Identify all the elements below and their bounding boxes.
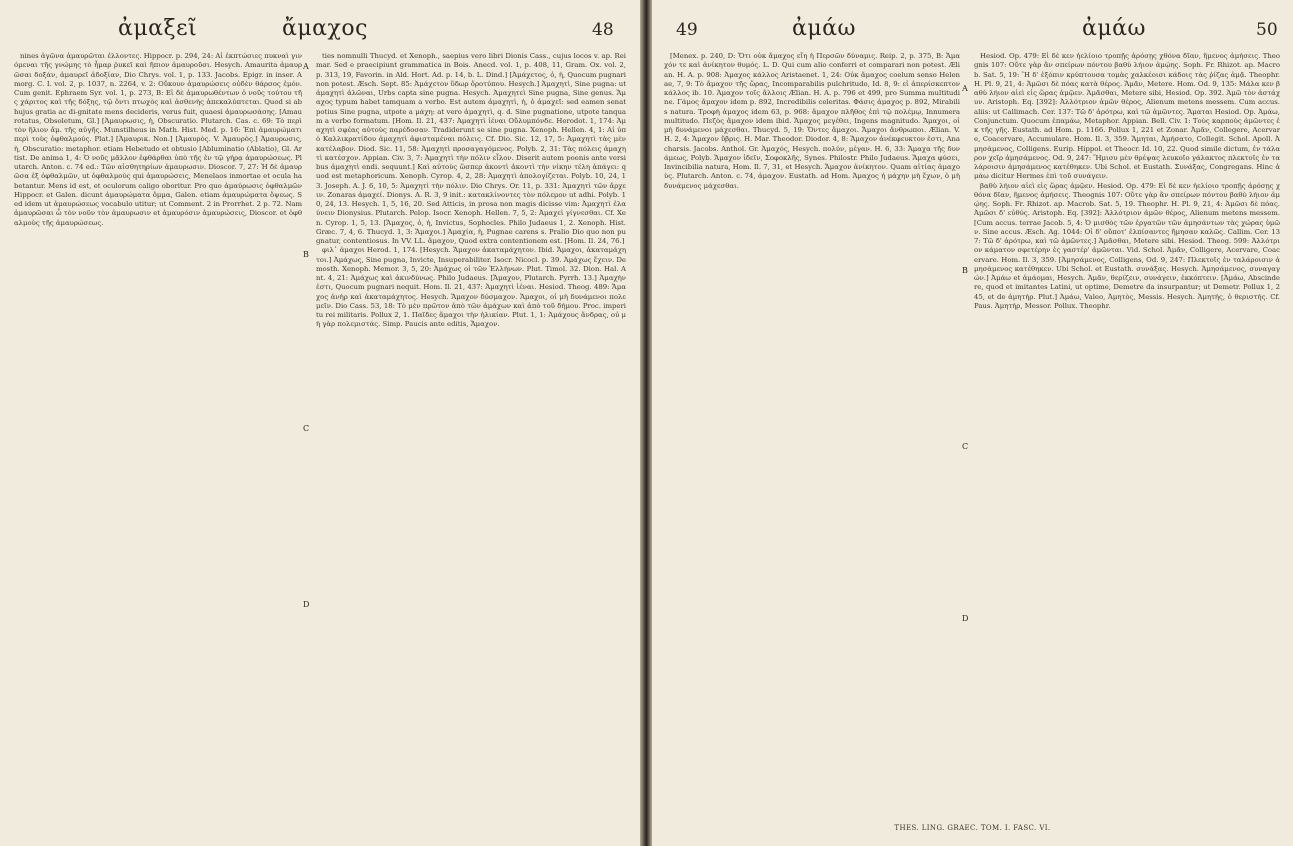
column-text: Hesiod. Op. 479: Εἰ δὲ κεν ἠελίοιο τροπῇς ἀρόσῃς χθόνα δῖαν, ἥμενος ἀμήσεις. Theognis 107: Οὔτε γὰρ ἂν σπείρων πόντου βαθὺ λήιον ἀμῴης. Soph. Fr. Rhizot. ap. Macrob. Sat. 5, 19: Ἢ δ' ἐξόπιν κρύπτουσα τομὰς χαλκέοισι κάδοις τὰς ῥίζας ἀμᾷ. Theophr. H. Pl. 9, 21, 4: Ἀμῶσι δὲ πόας κατὰ θέρος. Ἄμᾶν, Metere. Hom. Od. 9, 135: Μάλα κεν βαθὺ λήιον αἰεὶ εἰς ὥρας ἀμῷεν. Ἀμᾶσθαι, Metere sibi, Hesiod. Op. 392. Ἀμῶ τὸν ἀστάχυν. Aristoph. Eq. [392]: Ἀλλότριον ἀμῶν θέρος, Alienum metens messem. Cum accus. aliis: ut Callimach. Cer. 137: Τῶ δ' ἀρότρω, καὶ τῶ ἀμῶντες. Ἄμαται Hesiod. Op. Ἀμάω, Conjunctum. Quocum ἐπαμάω, Metaphor. Appian. Bell. Civ. 1: Τοὺς καρποὺς ἀμῶντες ἐκ τῆς γῆς. Eustath. ad Hom. p. 1166. Pollux 1, 221 et Zonar. Ἀμᾶν, Collegere, Acervare, Coacervare, Accumulare. Hom. Il. 3, 359. Ἄμηται, Ἀμήσατο, Collegit. Schol. Apoll. Ἀμησάμενος, Colligens. Eurip. Hippol. et Theocr. Id. 10, 22. Quod simile dictum, ἐν τάλαρον χεῖρ ἀμησάμενος. Od. 9, 247: Ἥμισυ μὲν θρέψας λευκοῖο γάλακτος πλεκτοῖς ἐν ταλάροισιν ἀμησάμενος κατέθηκεν. Ubi Schol. et Eustath. Συνάξας, Congregans. Hinc ἀμάω dicitur Hermes ἐπὶ τοῦ συνάγειν. — [974, 52, 1280, 181]
section-marker-c: C — [962, 442, 969, 451]
right-page — [652, 0, 1293, 846]
column-text: nines ἀγῶνα ἀμαυρῶται ἐλλοντες. Hippocr. p. 294, 24: Αἱ ἐκπτώσιες πυκναὶ γινόμεναι τῆς γνώμης τὸ ἦμαρ ῥυκεῖ καὶ ἤπιον ἀμαυροῦσι. Hesych. Amaurita ἀμαυρῶσαι δοξάν, ἀμαυρεῖ ἀδοξίαν, Dio Chrys. vol. 1, p. 133. Jacobs. Epigr. in inser. Amorg. C. I. vol. 2, p. 1037, n. 2264, v. 2: Οὔκουν ἀμαυρώσεις οὐδὲν θάρσος ἐμόν. Cum genit. Ephraem Syr. vol. 1, p. 273, B: Εἰ δὲ ἀμαυρωθέντων ὁ νοῦς τούτου τῆς χάριτος καὶ τῆς δόξης, τῷ ὄντι πτωχὸς καὶ ἀσθενὴς ἀπεκαλύπτεται. Quod si ab hujus gratia ac di-gnitate mens decideris, verus fuit, quaesi ἀμαυρωσάσης. [Amaurotatus, Obsoletum, Gl.] [Ἀμαυρωσις, ἡ, Obscuratio. Plutarch. Cas. c. 69: Τὸ περὶ τὸν ἥλιον ἄμ. τῆς αὐγῆς. Munstilheus in Math. Hist. Med. p. 16: Ἐπὶ ἀμαυρώματι περὶ τοὺς ὀφθαλμούς. Plat.] [Ἀμαυρικ. Non.] [Ἀμαυρὸς. V. Ἀμαυρὸς.] Ἀμαυρωσις, ἡ, Obscuratio: metaphor. etiam Hebetudo et obtusio [Abluminatio (Ablatio), Gl. Artist. De anima 1, 4: Ὁ νοῦς μᾶλλον ἐφθάρθαι ὑπὸ τῆς ἐν τῷ γήρᾳ ἀμαυρώσεως. Plutarch. Anton. c. 74 ed.: Τῶν αἰσθητηρίων ἀμαυρωσιν. Dioscor. 7, 27: Ἡ δὲ ἀμαυρῶσα ἐξ ὀφθαλμῶν, ut ὀφθαλμοὺς qui ἀμαυρώσεις, Menelaos inmortae et ocula habetantur. Mens id est, et oculorum caligo oboritur. Pro quo ἀμαύρωσις ὀφθαλμῶν Hippocr. et Galen. dicunt ἀμαυρώματα ὄμμα, Galen. etiam ἀμαυρώματα ὄψεως. Sed idem ut ἀμαυρώσεως vocabulo utitur; ut Comment. 2 in Prorrhet. 2 p. 72. Nam ἀμαυρῶσαι ὦ τὸν νοῦν τὸν ἀμαυρωσιν et ἀμαυρόσιν ἀμαυρώσεις, Dioscor. et ὀφθαλμοὺς τῆς ἀμαυρώσεως. — [14, 52, 302, 227]
left-page-column-1 — [14, 52, 302, 818]
column-text: φιλ᾽ ἀμαχοι Herod. 1, 174. [Hesych. Ἄμαχον ἀκαταμάχητον. Ibid. Ἄμαχοι, ἀκαταμάχητοι.] Ἀμάχως, Sine pugna, Invicte, Insuperabiliter. Isocr. Nicocl. p. 39. Ἀμάχως ἔχειν. Demosth. Xenoph. Memor. 3, 5, 20: Ἀμάχως οἱ τῶν Ἑλλήνων. Plut. Timol. 32. Dion. Hal. Ant. 4, 21: Ἀμάχως καὶ ἀκινδύνως. Philo Judaeus. [Ἄμαχον, Plutarch. Pyrrh. 13.] Ἀμαχὴν ἐστι, Quocum pugnari nequit. Hom. Il. 21, 437: Ἀμαχητὶ ἰέναι. Hesiod. Theog. 489: Ἄμαχος ἀνὴρ καὶ ἀκαταμάχητος. Hesych. Ἄμαχον δύσμαχον. Ἄμαχοι, οἱ μὴ δυνάμενοι πολεμεῖν. Dio Cass. 53, 18: Τὸ μὲν πρῶτον ἀπὸ τῶν ἀμάχων καὶ ἀπὸ τοῦ δήμου. Proc. imperitu rei militaris. Pollux 2, 1. Παῖδες ἄμαχοι τὴν ἡλικίαν. Plut. 1, 1: Ἀμάχους ἄνδρας, οὐ μὴ γὰρ πολεμιστάς. Simp. Paucis ante editis, Ἄμαχον. — [316, 246, 626, 329]
right-page-column-1 — [664, 52, 960, 818]
section-marker-a: A — [962, 84, 968, 93]
section-marker-d: D — [962, 614, 969, 623]
section-marker-d: D — [303, 600, 310, 609]
right-page-number-right: 50 — [1256, 20, 1278, 40]
section-marker-b: B — [303, 250, 309, 259]
right-page-header — [652, 10, 1293, 50]
right-headword-right: ἀμάω — [1082, 16, 1146, 41]
column-text: [Menex. p. 240, D: Ὅτι οὐκ ἄμαχος εἴη ἡ Περσῶν δύναμις. Reip. 2, p. 375, B: Ἄμαχόν τε καὶ ἀνίκητον θυμός. L. D. Qui cum alio conferri et comparari non potest. Ælian. H. A. p. 908: Ἀμαχος κάλλος Aristaenet. 1, 24: Οὐκ ἄμαχος coelum senso Helenae, 7, 9: Τὸ ἄμαχον τῆς ὥρας, Incomparabilis pulchritudo, Id. 8, 9: εἰ ἀπερίσκεπτον κάλλος ib. 10. Ἀμαχον τοῖς ἄλλοις Ælian. H. A. p. 796 et 499, pro Summa multitudine. Γάμος ἄμαχον idem p. 892, Incredibilis celeritas. Φάσις ἀμαχος p. 892, Mirabilis natura. Τροφὴ ἀμαχος idem 63, p. 968: ἄμαχον πλῆθος ἐπὶ τῷ πολέμῳ, Innumera multitudo. Πεζὸς ἄμαχον idem ibid. Ἄμαχος μεγέθει, Ingens magnitudo. Ἄμαχοι, οἱ μὴ δυνάμενοι μάχεσθαι. Thucyd. 5, 19: Ὄντες ἄμαχοι. Ἄμαχοι ἄνθρωποι. Ælian. V. H. 2, 4: Ἄμαχον ὕβρις. H. Mar. Theodor. Diodor. 4, 8: Ἄμαχον ἀνέκφευκτον ἐστι, Anacharsis. Jacobs. Anthol. Gr. Ἀμαχός, Hesych. πολύν, μέγαν. H. 6, 33: Ἄμαχα τῆς δυνάμεως, Polyb. Ἄμαχον ἰδεῖν, Σοφοκλῆς, Synes. Philostr. Philo Judaeus. Ἄμαχα φύσει, Invincibilia natura, Hom. Il. 7, 31, et Hesych. Ἄμαχον ἀνίκητον. Quam αἰτίας ἀμαχοὺς. Plutarch. Anton. c. 74, ἀμαχον. Eustath. ad Hom. Ἀμαχος ἡ μάχην μὴ ἔχων, ὁ μὴ δυνάμενος μάχεσθαι. — [664, 52, 960, 190]
column-text: βαθὺ λήιον αἰεὶ εἰς ὥρας ἀμῷεν. Hesiod. Op. 479: Εἰ δὲ κεν ἠελίοιο τροπῇς ἀρόσῃς χθόνα δῖαν, ἥμενος ἀμήσεις. Theognis 107: Οὔτε γὰρ ἂν σπείρων πόντου βαθὺ λήιον ἀμῴης. Soph. Fr. Rhizot. ap. Macrob. Sat. 5, 19. Theophr. H. Pl. 9, 21, 4: Ἀμῶσι δὲ πόας. Ἀμῶσι δ' εὐθύς. Aristoph. Eq. [392]: Ἀλλότριον ἀμῶν θέρος, Alienum metens messem. [Cum accus. terrae Jacob. 5, 4: Ὁ μισθὸς τῶν ἐργατῶν τῶν ἀμησάντων τὰς χώρας ὑμῶν. Sine accus. Æsch. Ag. 1044: Οἱ δ' οὔποτ' ἐλπίσαντες ἤμησαν καλῶς. Callim. Cer. 137: Τῶ δ' ἀρότρω, καὶ τῶ ἀμῶντες.] Ἀμᾶσθαι, Metere sibi. Hesiod. Theog. 599: Ἀλλότριον κάματον σφετέρην ἐς γαστέρ' ἀμῶνται. Vid. Schol. Ἀμᾶν, Colligere, Acervare, Coacervare. Hom. Il. 3, 359. [Ἀμησάμενος, Colligens, Od. 9, 247: Πλεκτοῖς ἐν ταλάροισιν ἀμησάμενος κατέθηκεν. Ubi Schol. et Eustath. συνάξας. Hesych. Ἀμησάμενος, συναγαγών.] Ἀμάω et ἀμάομαι, Hesych. Ἀμᾶν, θερίζειν, συνάγειν, ἐκκόπτειν. [Ἀμάω, Abscindere, quod et imitantes Latini, ut optime, Demetre da insurpantur; ut Demetr. Pollux 1, 245, et de ἀμητήρ. Plut.] Ἀμάω, Valeo, Ἀμητὸς, Messis. Hesych. Ἀμητής, ὁ θεριστής. Cf. Paus. Ἀμητήρ, Messor. Pollux. Theophr. — [974, 181, 1280, 310]
left-page-column-2 — [316, 52, 626, 818]
section-marker-b: B — [962, 266, 968, 275]
section-marker-a: A — [303, 62, 309, 71]
page-footer: THES. LING. GRAEC. TOM. I. FASC. VI. — [894, 824, 1051, 832]
center-headword: ἄμαχος — [282, 16, 368, 41]
right-headword-left: ἀμάω — [792, 16, 856, 41]
right-page-number-left: 49 — [676, 20, 698, 40]
left-page-header — [0, 10, 640, 50]
left-headword: ἀμαξεῖ — [118, 16, 198, 41]
book-gutter — [640, 0, 652, 846]
section-marker-c: C — [303, 424, 310, 433]
left-page-number: 48 — [592, 20, 614, 40]
column-text: ties nomnulli Thucyd. et Xenoph., saepius vero libri Dionis Cass., cujus locos v. ap. Reimar. Sed e praecipiunt grammatica in Bois. Anecd. vol. 1, p. 408, 11, Gram. Ox. vol. 2, p. 313, 19, Favorin. in Ald. Hort. Ad. p. 14, b. L. Dind.] [Ἀμάχετος, ὁ, ἡ, Quocum pugnari non potest. Æsch. Sept. 85: Ἀμάχετον ὕδωρ ὄροτύπου. Hesych.] Ἀμαχητὶ, Sine pugna: ut ἀμαχητὶ ἀλῶναι, Urbs capta sine pugna. Hesych. Ἀμαχητεὶ Sine pugna, Sine genus. Ἄμαχος typum habet tamquam a verbo. Est autem ἀμαχητὶ, ἡ, ὁ ἀμαχεῖ: sed eamen senat potius Sine pugna, utpote a μάχη: at vero ἀμαχητὶ, q. d. Sine pugnatione, utpote tanquam a verbo formatum. [Hom. Il. 21, 437: Ἀμαχητὶ ἰέναι Οὔλυμπόνδε. Herodot. 1, 174: Ἀμαχητὶ σφέας αὐτοὺς παρέδοσαν. Tradiderunt se sine pugna. Xenoph. Hellen. 4, 1: Αἱ ὑπὸ Καλλικρατίδου ἀμαχητὶ ἀφισταμέναι πόλεις. Cf. Dio. Sic. 12, 17, 5: Ἀμαχητὶ τὰς μὲν κατέλαβον. Diod. Sic. 11, 58: Ἀμαχητὶ προσαγαγόμενος. Polyb. 2, 31: Τὰς πόλεις ἀμαχητὶ κατέσχον. Appian. Civ. 3, 7: Ἀμαχητὶ τὴν πόλιν εἷλον. Diserit autem poenis ante versibus ἀμαχητὶ endi. sequunt.] Καὶ αὐτοὺς ὥσπερ ἀκοντὶ ἀκοντὶ τὴν νίκην τέλη ἀπάγει: quod est metaphoricum. Xenoph. Cyrop. 4, 2, 28: Ἀμαχητὶ ἀπολογίζεται. Polyb. 10, 24, 13. Joseph. A. J. 6, 10, 5: Ἀμαχητὶ τὴν πόλιν. Dio Chrys. Or. 11, p. 331: Ἀμαχητὶ τῶν ἄρχειν. Zonaras ἀμαχεί. Dionys. A. R. 3, 9 init.: κατακλίνοντες τὸν πόλεμον ut adhi. Polyb. 10, 24, 13. Hesych. 1, 5, 16, 20. Sed Atticis, in prosa non magis dicisse vim: Ἀμαχητὶ ἐλαύνειν Dionysius. Plutarch. Pelop. Isocr. Xenoph. Hellen. 7, 5, 2: Ἀμαχεὶ γίγνεσθαι. Cf. Xen. Cyrop. 1, 5, 13. [Ἄμαχος, ὁ, ἡ, Invictus, Sophocles. Philo Judaeus 1, 2. Xenoph. Hist. Græc. 7, 4, 6. Thucyd. 1, 3: Ἄμαχοι.] Ἀμαχία, ἡ, Pugnae carens s. Pralio Dio quo non pugnatur, contentiosus. In VV. LL. ἄμαχον, Quod extra contentionem est. [Hom. Il. 24, 76.] — [316, 52, 626, 245]
right-page-column-2 — [974, 52, 1280, 818]
left-page — [0, 0, 640, 846]
